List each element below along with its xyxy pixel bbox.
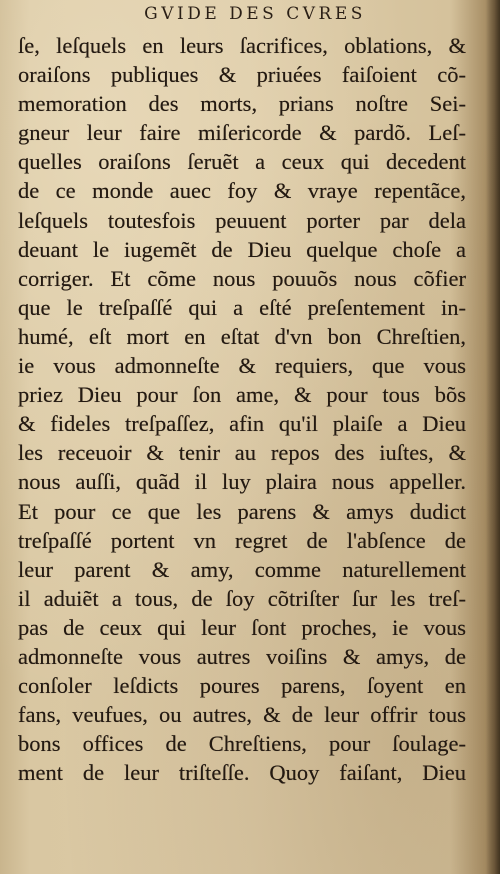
text-line: conſoler leſdicts poures parens, ſoyent en [18, 673, 466, 699]
text-line: Et pour ce que les parens & amys dudict [18, 498, 466, 524]
text-line: corriger. Et cõme nous pouuõs nous cõfier [18, 265, 466, 291]
text-line: memoration des morts, prians noſtre Sei- [18, 91, 466, 117]
text-line: deuant le iugemẽt de Dieu quelque choſe a [18, 236, 466, 262]
text-line: nous auſſi, quãd il luy plaira nous appeller. [18, 469, 466, 495]
text-line: & fideles treſpaſſez, afin qu'il plaiſe a Dieu [18, 411, 466, 437]
text-line: admonneſte vous autres voiſins & amys, de [18, 643, 466, 669]
running-head: GVIDE DES CVRES [144, 4, 366, 24]
text-line: quelles oraiſons ſeruẽt a ceux qui decedent [18, 149, 466, 175]
text-line: fans, veufues, ou autres, & de leur offrir tous [18, 702, 466, 728]
text-line: humé, eſt mort en eſtat d'vn bon Chreſtien, [18, 323, 466, 349]
text-line: de ce monde auec foy & vraye repentãce, [18, 178, 466, 204]
text-line: gneur leur faire miſericorde & pardõ. Leſ- [18, 120, 466, 146]
text-line: bons offices de Chreſtiens, pour ſoulage- [18, 731, 466, 757]
text-line: priez Dieu pour ſon ame, & pour tous bõs [18, 382, 466, 408]
text-line: leſquels toutesfois peuuent porter par dela [18, 207, 466, 233]
text-line: que le treſpaſſé qui a eſté preſentement in- [18, 294, 466, 320]
text-line: les receuoir & tenir au repos des iuſtes, & [18, 440, 466, 466]
text-line: ie vous admonneſte & requiers, que vous [18, 353, 466, 379]
text-line: ſe, leſquels en leurs ſacrifices, oblations, & [18, 33, 466, 58]
text-line: oraiſons publiques & priuées faiſoient cõ- [18, 62, 466, 88]
text-line: leur parent & amy, comme naturellement [18, 556, 466, 582]
text-line: treſpaſſé portent vn regret de l'abſence de [18, 527, 466, 553]
text-line: pas de ceux qui leur ſont proches, ie vous [18, 614, 466, 640]
page-edge-shadow [486, 0, 500, 874]
body-text [18, 31, 466, 787]
text-line: il aduiẽt a tous, de ſoy cõtriſter ſur les treſ- [18, 585, 466, 611]
text-line: ment de leur triſteſſe. Quoy faiſant, Dieu [18, 760, 466, 786]
